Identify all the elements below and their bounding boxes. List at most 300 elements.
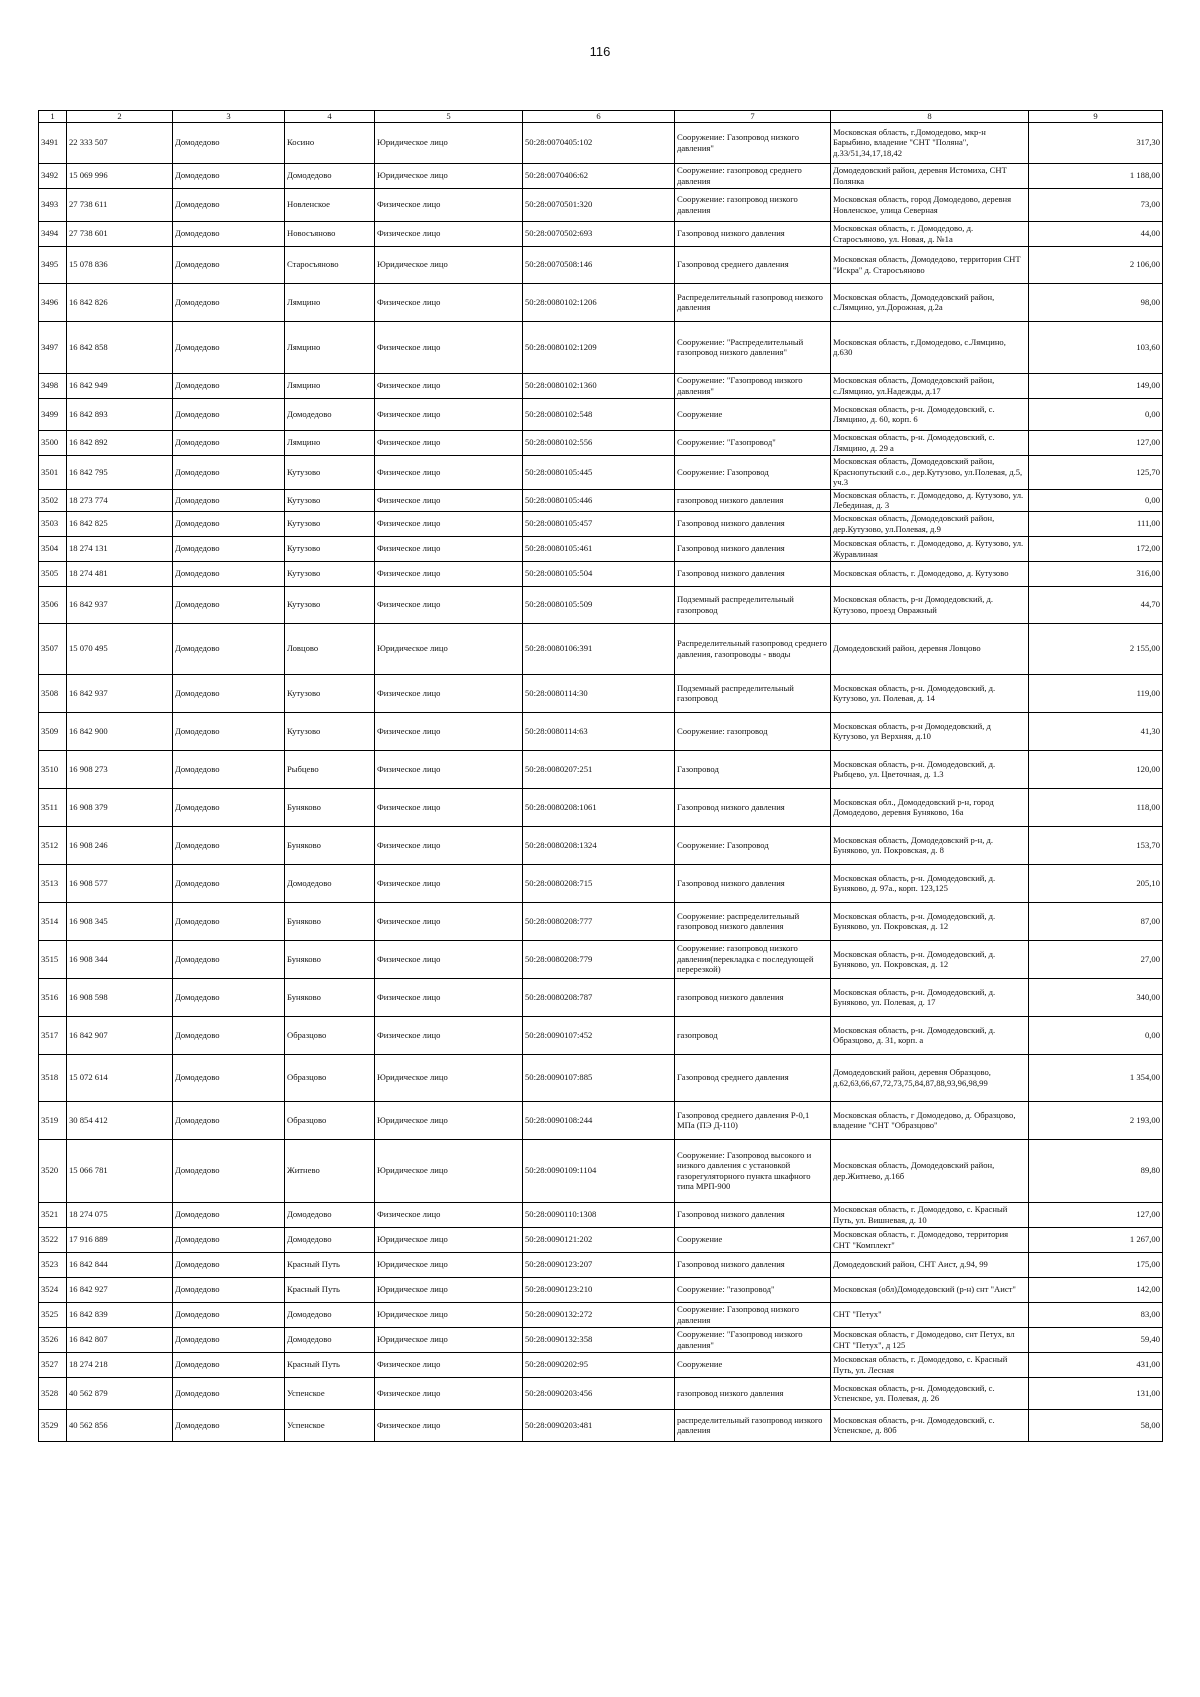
cell-locality: Косино bbox=[285, 122, 375, 163]
cell-code: 16 842 892 bbox=[67, 430, 173, 455]
cell-locality: Лямцино bbox=[285, 283, 375, 321]
cell-number: 3515 bbox=[39, 940, 67, 978]
cell-value: 1 267,00 bbox=[1029, 1227, 1163, 1252]
cell-object-name: Сооружение bbox=[675, 1227, 831, 1252]
cell-number: 3502 bbox=[39, 489, 67, 511]
table-row bbox=[39, 1327, 1163, 1352]
cell-owner-type: Физическое лицо bbox=[375, 1016, 523, 1054]
cell-object-name: Сооружение: "Распределительный газопровод низкого давления" bbox=[675, 321, 831, 373]
cell-code: 15 072 614 bbox=[67, 1054, 173, 1101]
cell-address: Московская область, Домодедовский район, с.Лямцино, ул.Надежды, д.17 bbox=[831, 373, 1029, 398]
cell-locality: Красный Путь bbox=[285, 1352, 375, 1377]
cell-owner-type: Юридическое лицо bbox=[375, 1227, 523, 1252]
table-row bbox=[39, 826, 1163, 864]
cell-owner-type: Физическое лицо bbox=[375, 489, 523, 511]
cell-district: Домодедово bbox=[173, 788, 285, 826]
table-row bbox=[39, 373, 1163, 398]
cell-object-name: Газопровод низкого давления bbox=[675, 864, 831, 902]
cell-locality: Ловцово bbox=[285, 623, 375, 674]
cell-value: 89,80 bbox=[1029, 1139, 1163, 1202]
cell-locality: Буняково bbox=[285, 826, 375, 864]
cell-code: 16 908 246 bbox=[67, 826, 173, 864]
cell-owner-type: Физическое лицо bbox=[375, 430, 523, 455]
column-header: 7 bbox=[675, 111, 831, 123]
table-row bbox=[39, 1227, 1163, 1252]
cell-object-name: Сооружение: "Газопровод низкого давления" bbox=[675, 373, 831, 398]
cell-code: 18 274 218 bbox=[67, 1352, 173, 1377]
cell-cadastral-number: 50:28:0080102:1209 bbox=[523, 321, 675, 373]
cell-owner-type: Физическое лицо bbox=[375, 283, 523, 321]
table-row bbox=[39, 586, 1163, 623]
cell-code: 16 908 345 bbox=[67, 902, 173, 940]
cell-district: Домодедово bbox=[173, 1227, 285, 1252]
cell-object-name: Газопровод среднего давления Р-0,1 МПа (ПЭ Д-110) bbox=[675, 1101, 831, 1139]
cell-object-name: Подземный распределительный газопровод bbox=[675, 674, 831, 712]
cell-number: 3491 bbox=[39, 122, 67, 163]
cell-locality: Новосъяново bbox=[285, 221, 375, 246]
cell-number: 3495 bbox=[39, 246, 67, 283]
cell-address: Московская область, р-н. Домодедовский, д. Рыбцево, ул. Цветочная, д. 1.3 bbox=[831, 750, 1029, 788]
cell-value: 205,10 bbox=[1029, 864, 1163, 902]
cell-address: Московская область, г. Домодедово, д. Кутузово, ул. Журавлиная bbox=[831, 536, 1029, 561]
cell-value: 120,00 bbox=[1029, 750, 1163, 788]
cell-code: 16 842 844 bbox=[67, 1252, 173, 1277]
cell-district: Домодедово bbox=[173, 122, 285, 163]
cell-number: 3510 bbox=[39, 750, 67, 788]
cell-cadastral-number: 50:28:0080114:30 bbox=[523, 674, 675, 712]
cell-code: 16 908 598 bbox=[67, 978, 173, 1016]
cell-cadastral-number: 50:28:0090107:885 bbox=[523, 1054, 675, 1101]
cell-value: 125,70 bbox=[1029, 455, 1163, 489]
table-row bbox=[39, 864, 1163, 902]
cell-address: Московская область, г. Домодедово, территория СНТ "Комплект" bbox=[831, 1227, 1029, 1252]
cell-code: 16 842 927 bbox=[67, 1277, 173, 1302]
cell-value: 2 155,00 bbox=[1029, 623, 1163, 674]
cell-code: 18 274 131 bbox=[67, 536, 173, 561]
cell-owner-type: Физическое лицо bbox=[375, 788, 523, 826]
column-header: 8 bbox=[831, 111, 1029, 123]
cell-locality: Буняково bbox=[285, 788, 375, 826]
cell-district: Домодедово bbox=[173, 163, 285, 188]
cell-owner-type: Физическое лицо bbox=[375, 511, 523, 536]
cell-number: 3527 bbox=[39, 1352, 67, 1377]
cell-object-name: Сооружение: "Газопровод низкого давления" bbox=[675, 1327, 831, 1352]
cell-address: Московская область, г. Домодедово, д. Кутузово, ул. Лебединая, д. 3 bbox=[831, 489, 1029, 511]
cell-code: 16 842 900 bbox=[67, 712, 173, 750]
cell-code: 16 842 937 bbox=[67, 674, 173, 712]
cell-value: 0,00 bbox=[1029, 1016, 1163, 1054]
cell-cadastral-number: 50:28:0080105:445 bbox=[523, 455, 675, 489]
cell-owner-type: Юридическое лицо bbox=[375, 122, 523, 163]
cell-locality: Кутузово bbox=[285, 511, 375, 536]
cell-value: 142,00 bbox=[1029, 1277, 1163, 1302]
column-header: 2 bbox=[67, 111, 173, 123]
cell-address: Московская область, р-н. Домодедовский, д. Кутузово, ул. Полевая, д. 14 bbox=[831, 674, 1029, 712]
cell-cadastral-number: 50:28:0080102:556 bbox=[523, 430, 675, 455]
cell-code: 16 908 379 bbox=[67, 788, 173, 826]
cell-value: 2 106,00 bbox=[1029, 246, 1163, 283]
table-row bbox=[39, 188, 1163, 221]
cell-address: Московская область, Домодедовский район, дер.Кутузово, ул.Полевая, д.9 bbox=[831, 511, 1029, 536]
table-row bbox=[39, 1377, 1163, 1409]
cell-value: 98,00 bbox=[1029, 283, 1163, 321]
cell-object-name: Газопровод среднего давления bbox=[675, 246, 831, 283]
cell-cadastral-number: 50:28:0080114:63 bbox=[523, 712, 675, 750]
cell-owner-type: Юридическое лицо bbox=[375, 1277, 523, 1302]
cell-district: Домодедово bbox=[173, 455, 285, 489]
cell-code: 30 854 412 bbox=[67, 1101, 173, 1139]
column-number-row bbox=[39, 111, 1163, 123]
cell-address: Московская область, г Домодедово, снт Петух, вл СНТ "Петух", д 125 bbox=[831, 1327, 1029, 1352]
cell-owner-type: Юридическое лицо bbox=[375, 1252, 523, 1277]
cell-number: 3504 bbox=[39, 536, 67, 561]
table-row bbox=[39, 511, 1163, 536]
cell-locality: Красный Путь bbox=[285, 1277, 375, 1302]
cell-address: Московская область, Домодедовский район, Краснопутьский с.о., дер.Кутузово, ул.Полевая, д.5, уч.3 bbox=[831, 455, 1029, 489]
cell-owner-type: Юридическое лицо bbox=[375, 1101, 523, 1139]
cell-number: 3508 bbox=[39, 674, 67, 712]
cell-cadastral-number: 50:28:0090203:481 bbox=[523, 1409, 675, 1441]
cell-value: 0,00 bbox=[1029, 489, 1163, 511]
cell-number: 3505 bbox=[39, 561, 67, 586]
cell-value: 119,00 bbox=[1029, 674, 1163, 712]
cell-value: 340,00 bbox=[1029, 978, 1163, 1016]
cell-locality: Кутузово bbox=[285, 586, 375, 623]
cell-locality: Домодедово bbox=[285, 163, 375, 188]
cell-number: 3499 bbox=[39, 398, 67, 430]
table-row bbox=[39, 978, 1163, 1016]
cell-locality: Образцово bbox=[285, 1101, 375, 1139]
cell-address: Московская область, г.Домодедово, мкр-н Барыбино, владение "СНТ "Поляна", д.33/51,34,17,18,42 bbox=[831, 122, 1029, 163]
cell-district: Домодедово bbox=[173, 864, 285, 902]
cell-district: Домодедово bbox=[173, 1302, 285, 1327]
cell-number: 3521 bbox=[39, 1202, 67, 1227]
cell-cadastral-number: 50:28:0080102:1206 bbox=[523, 283, 675, 321]
cell-value: 127,00 bbox=[1029, 430, 1163, 455]
cell-value: 27,00 bbox=[1029, 940, 1163, 978]
cell-code: 18 274 481 bbox=[67, 561, 173, 586]
cell-value: 175,00 bbox=[1029, 1252, 1163, 1277]
cell-code: 16 842 858 bbox=[67, 321, 173, 373]
cell-object-name: Сооружение: "газопровод" bbox=[675, 1277, 831, 1302]
cell-object-name: Газопровод bbox=[675, 750, 831, 788]
cell-owner-type: Физическое лицо bbox=[375, 940, 523, 978]
table-row bbox=[39, 489, 1163, 511]
cell-code: 16 842 893 bbox=[67, 398, 173, 430]
cell-number: 3525 bbox=[39, 1302, 67, 1327]
cell-code: 16 842 949 bbox=[67, 373, 173, 398]
cell-code: 40 562 879 bbox=[67, 1377, 173, 1409]
cell-owner-type: Физическое лицо bbox=[375, 561, 523, 586]
cell-address: Домодедовский район, деревня Истомиха, СНТ Полянка bbox=[831, 163, 1029, 188]
cell-cadastral-number: 50:28:0080208:715 bbox=[523, 864, 675, 902]
cell-object-name: Сооружение: Газопровод низкого давления" bbox=[675, 122, 831, 163]
cell-cadastral-number: 50:28:0080105:457 bbox=[523, 511, 675, 536]
table-row bbox=[39, 1302, 1163, 1327]
cell-number: 3501 bbox=[39, 455, 67, 489]
cell-number: 3522 bbox=[39, 1227, 67, 1252]
cell-locality: Красный Путь bbox=[285, 1252, 375, 1277]
cell-object-name: Газопровод среднего давления bbox=[675, 1054, 831, 1101]
cell-district: Домодедово bbox=[173, 1252, 285, 1277]
cell-cadastral-number: 50:28:0090203:456 bbox=[523, 1377, 675, 1409]
table-row bbox=[39, 246, 1163, 283]
cell-address: Московская область, город Домодедово, деревня Новленское, улица Северная bbox=[831, 188, 1029, 221]
cell-number: 3523 bbox=[39, 1252, 67, 1277]
cell-address: Московская область, р-н. Домодедовский, с. Лямцино, д. 60, корп. 6 bbox=[831, 398, 1029, 430]
table-row bbox=[39, 398, 1163, 430]
cell-number: 3514 bbox=[39, 902, 67, 940]
cell-cadastral-number: 50:28:0080102:548 bbox=[523, 398, 675, 430]
cell-object-name: Сооружение: Газопровод низкого давления bbox=[675, 1302, 831, 1327]
cell-object-name: Сооружение: распределительный газопровод низкого давления bbox=[675, 902, 831, 940]
cell-locality: Житнево bbox=[285, 1139, 375, 1202]
cell-object-name: Сооружение bbox=[675, 1352, 831, 1377]
cell-locality: Кутузово bbox=[285, 561, 375, 586]
cell-address: Московская область, Домодедовский район, с.Лямцино, ул.Дорожная, д.2а bbox=[831, 283, 1029, 321]
cell-owner-type: Юридическое лицо bbox=[375, 1139, 523, 1202]
cell-owner-type: Физическое лицо bbox=[375, 1202, 523, 1227]
cell-number: 3529 bbox=[39, 1409, 67, 1441]
cell-number: 3497 bbox=[39, 321, 67, 373]
cell-owner-type: Физическое лицо bbox=[375, 712, 523, 750]
cell-owner-type: Физическое лицо bbox=[375, 398, 523, 430]
cell-value: 172,00 bbox=[1029, 536, 1163, 561]
cell-object-name: Газопровод низкого давления bbox=[675, 561, 831, 586]
cell-cadastral-number: 50:28:0080105:504 bbox=[523, 561, 675, 586]
cell-number: 3496 bbox=[39, 283, 67, 321]
cell-value: 127,00 bbox=[1029, 1202, 1163, 1227]
cell-cadastral-number: 50:28:0080105:446 bbox=[523, 489, 675, 511]
cell-cadastral-number: 50:28:0090123:207 bbox=[523, 1252, 675, 1277]
cell-locality: Рыбцево bbox=[285, 750, 375, 788]
cell-number: 3512 bbox=[39, 826, 67, 864]
cell-object-name: Сооружение: Газопровод высокого и низкого давления с установкой газорегуляторного пункта шкафного типа МРП-900 bbox=[675, 1139, 831, 1202]
cell-locality: Буняково bbox=[285, 940, 375, 978]
cell-object-name: распределительный газопровод низкого давления bbox=[675, 1409, 831, 1441]
cell-object-name: Сооружение: газопровод низкого давления(перекладка с последующей перерезкой) bbox=[675, 940, 831, 978]
cell-number: 3507 bbox=[39, 623, 67, 674]
cell-address: Московская область, р-н. Домодедовский, д. Буняково, ул. Покровская, д. 12 bbox=[831, 902, 1029, 940]
cell-number: 3526 bbox=[39, 1327, 67, 1352]
cell-owner-type: Физическое лицо bbox=[375, 1409, 523, 1441]
cell-number: 3520 bbox=[39, 1139, 67, 1202]
table-row bbox=[39, 321, 1163, 373]
table-row bbox=[39, 623, 1163, 674]
cell-number: 3528 bbox=[39, 1377, 67, 1409]
table-row bbox=[39, 221, 1163, 246]
cell-address: Домодедовский район, СНТ Аист, д.94, 99 bbox=[831, 1252, 1029, 1277]
cell-locality: Домодедово bbox=[285, 1202, 375, 1227]
cell-district: Домодедово bbox=[173, 978, 285, 1016]
cell-locality: Домодедово bbox=[285, 398, 375, 430]
table-row bbox=[39, 1352, 1163, 1377]
cell-value: 2 193,00 bbox=[1029, 1101, 1163, 1139]
cell-owner-type: Физическое лицо bbox=[375, 455, 523, 489]
cell-address: Московская область, Домодедово, территория СНТ "Искра" д. Старосъяново bbox=[831, 246, 1029, 283]
cell-address: Московская область, г.Домодедово, с.Лямцино, д.630 bbox=[831, 321, 1029, 373]
cell-district: Домодедово bbox=[173, 1327, 285, 1352]
cell-cadastral-number: 50:28:0070508:146 bbox=[523, 246, 675, 283]
cell-locality: Кутузово bbox=[285, 489, 375, 511]
cell-address: Московская область, р-н Домодедовский, д Кутузово, ул Верхняя, д.10 bbox=[831, 712, 1029, 750]
cell-cadastral-number: 50:28:0080208:1324 bbox=[523, 826, 675, 864]
cell-owner-type: Юридическое лицо bbox=[375, 1302, 523, 1327]
table-row bbox=[39, 788, 1163, 826]
cell-owner-type: Юридическое лицо bbox=[375, 623, 523, 674]
cell-cadastral-number: 50:28:0070405:102 bbox=[523, 122, 675, 163]
cell-owner-type: Физическое лицо bbox=[375, 373, 523, 398]
cell-owner-type: Юридическое лицо bbox=[375, 1054, 523, 1101]
cell-number: 3498 bbox=[39, 373, 67, 398]
cell-value: 131,00 bbox=[1029, 1377, 1163, 1409]
cell-locality: Кутузово bbox=[285, 712, 375, 750]
cell-object-name: Сооружение: Газопровод bbox=[675, 826, 831, 864]
cell-number: 3503 bbox=[39, 511, 67, 536]
table-row bbox=[39, 902, 1163, 940]
cell-code: 17 916 889 bbox=[67, 1227, 173, 1252]
cell-district: Домодедово bbox=[173, 1054, 285, 1101]
cell-district: Домодедово bbox=[173, 674, 285, 712]
column-header: 6 bbox=[523, 111, 675, 123]
cell-district: Домодедово bbox=[173, 623, 285, 674]
cell-district: Домодедово bbox=[173, 940, 285, 978]
cell-object-name: Сооружение: "Газопровод" bbox=[675, 430, 831, 455]
cell-cadastral-number: 50:28:0090121:202 bbox=[523, 1227, 675, 1252]
cell-owner-type: Юридическое лицо bbox=[375, 246, 523, 283]
cell-cadastral-number: 50:28:0090123:210 bbox=[523, 1277, 675, 1302]
cell-number: 3511 bbox=[39, 788, 67, 826]
cell-locality: Кутузово bbox=[285, 674, 375, 712]
table-row bbox=[39, 1139, 1163, 1202]
cell-object-name: Сооружение: газопровод низкого давления bbox=[675, 188, 831, 221]
cell-object-name: Газопровод низкого давления bbox=[675, 536, 831, 561]
cell-value: 317,30 bbox=[1029, 122, 1163, 163]
cell-value: 431,00 bbox=[1029, 1352, 1163, 1377]
cell-number: 3506 bbox=[39, 586, 67, 623]
cell-code: 16 842 807 bbox=[67, 1327, 173, 1352]
cell-locality: Домодедово bbox=[285, 864, 375, 902]
cell-cadastral-number: 50:28:0090132:272 bbox=[523, 1302, 675, 1327]
cell-owner-type: Физическое лицо bbox=[375, 864, 523, 902]
cell-value: 316,00 bbox=[1029, 561, 1163, 586]
cell-district: Домодедово bbox=[173, 826, 285, 864]
cell-locality: Старосъяново bbox=[285, 246, 375, 283]
cell-value: 44,70 bbox=[1029, 586, 1163, 623]
cell-number: 3518 bbox=[39, 1054, 67, 1101]
cell-cadastral-number: 50:28:0090108:244 bbox=[523, 1101, 675, 1139]
cell-value: 153,70 bbox=[1029, 826, 1163, 864]
cell-district: Домодедово bbox=[173, 1101, 285, 1139]
cell-address: Московская область, Домодедовский р-н, д. Буняково, ул. Покровская, д. 8 bbox=[831, 826, 1029, 864]
cell-value: 58,00 bbox=[1029, 1409, 1163, 1441]
table-row bbox=[39, 561, 1163, 586]
cell-owner-type: Физическое лицо bbox=[375, 674, 523, 712]
cell-address: Московская область, Домодедовский район, дер.Житнево, д.16б bbox=[831, 1139, 1029, 1202]
cell-district: Домодедово bbox=[173, 536, 285, 561]
cell-locality: Домодедово bbox=[285, 1302, 375, 1327]
cell-district: Домодедово bbox=[173, 1409, 285, 1441]
cell-code: 16 842 825 bbox=[67, 511, 173, 536]
cell-locality: Лямцино bbox=[285, 430, 375, 455]
table-row bbox=[39, 430, 1163, 455]
cell-code: 16 908 577 bbox=[67, 864, 173, 902]
cell-value: 44,00 bbox=[1029, 221, 1163, 246]
cell-district: Домодедово bbox=[173, 1139, 285, 1202]
cell-cadastral-number: 50:28:0070501:320 bbox=[523, 188, 675, 221]
cell-object-name: Подземный распределительный газопровод bbox=[675, 586, 831, 623]
column-header: 5 bbox=[375, 111, 523, 123]
cell-owner-type: Физическое лицо bbox=[375, 1377, 523, 1409]
cell-value: 83,00 bbox=[1029, 1302, 1163, 1327]
table-row bbox=[39, 674, 1163, 712]
cell-code: 16 842 826 bbox=[67, 283, 173, 321]
cell-owner-type: Физическое лицо bbox=[375, 1352, 523, 1377]
table-row bbox=[39, 940, 1163, 978]
cell-code: 27 738 601 bbox=[67, 221, 173, 246]
cell-code: 22 333 507 bbox=[67, 122, 173, 163]
cell-value: 73,00 bbox=[1029, 188, 1163, 221]
cell-cadastral-number: 50:28:0080105:461 bbox=[523, 536, 675, 561]
cell-owner-type: Физическое лицо bbox=[375, 826, 523, 864]
column-header: 9 bbox=[1029, 111, 1163, 123]
cell-cadastral-number: 50:28:0090202:95 bbox=[523, 1352, 675, 1377]
cell-locality: Кутузово bbox=[285, 536, 375, 561]
cell-locality: Домодедово bbox=[285, 1327, 375, 1352]
cell-code: 16 842 839 bbox=[67, 1302, 173, 1327]
cell-address: Московская область, р-н. Домодедовский, д. Буняково, ул. Полевая, д. 17 bbox=[831, 978, 1029, 1016]
table-row bbox=[39, 536, 1163, 561]
cell-object-name: Газопровод низкого давления bbox=[675, 788, 831, 826]
cell-address: Московская область, г. Домодедово, с. Красный Путь, ул. Вишневая, д. 10 bbox=[831, 1202, 1029, 1227]
cell-code: 40 562 856 bbox=[67, 1409, 173, 1441]
cell-cadastral-number: 50:28:0080208:777 bbox=[523, 902, 675, 940]
cell-district: Домодедово bbox=[173, 1202, 285, 1227]
cell-district: Домодедово bbox=[173, 373, 285, 398]
cell-owner-type: Физическое лицо bbox=[375, 978, 523, 1016]
cell-cadastral-number: 50:28:0080208:787 bbox=[523, 978, 675, 1016]
cell-district: Домодедово bbox=[173, 511, 285, 536]
cell-code: 18 273 774 bbox=[67, 489, 173, 511]
table-row bbox=[39, 1016, 1163, 1054]
cell-address: Московская область, г Домодедово, д. Образцово, владение "СНТ "Образцово" bbox=[831, 1101, 1029, 1139]
cell-address: Московская область, г. Домодедово, с. Красный Путь, ул. Лесная bbox=[831, 1352, 1029, 1377]
cell-number: 3494 bbox=[39, 221, 67, 246]
cell-district: Домодедово bbox=[173, 561, 285, 586]
cell-value: 111,00 bbox=[1029, 511, 1163, 536]
cell-owner-type: Физическое лицо bbox=[375, 188, 523, 221]
cell-number: 3493 bbox=[39, 188, 67, 221]
cell-cadastral-number: 50:28:0070502:693 bbox=[523, 221, 675, 246]
cell-cadastral-number: 50:28:0080207:251 bbox=[523, 750, 675, 788]
cell-object-name: Сооружение: газопровод bbox=[675, 712, 831, 750]
cell-locality: Буняково bbox=[285, 902, 375, 940]
cell-value: 41,30 bbox=[1029, 712, 1163, 750]
column-header: 1 bbox=[39, 111, 67, 123]
cell-address: Московская область, г. Домодедово, д. Кутузово bbox=[831, 561, 1029, 586]
cell-object-name: газопровод bbox=[675, 1016, 831, 1054]
cell-locality: Успенское bbox=[285, 1409, 375, 1441]
cell-address: СНТ "Петух" bbox=[831, 1302, 1029, 1327]
cell-code: 27 738 611 bbox=[67, 188, 173, 221]
table-row bbox=[39, 1409, 1163, 1441]
cell-locality: Буняково bbox=[285, 978, 375, 1016]
cell-district: Домодедово bbox=[173, 283, 285, 321]
table-row bbox=[39, 1277, 1163, 1302]
cell-district: Домодедово bbox=[173, 221, 285, 246]
cell-district: Домодедово bbox=[173, 1352, 285, 1377]
cell-district: Домодедово bbox=[173, 430, 285, 455]
